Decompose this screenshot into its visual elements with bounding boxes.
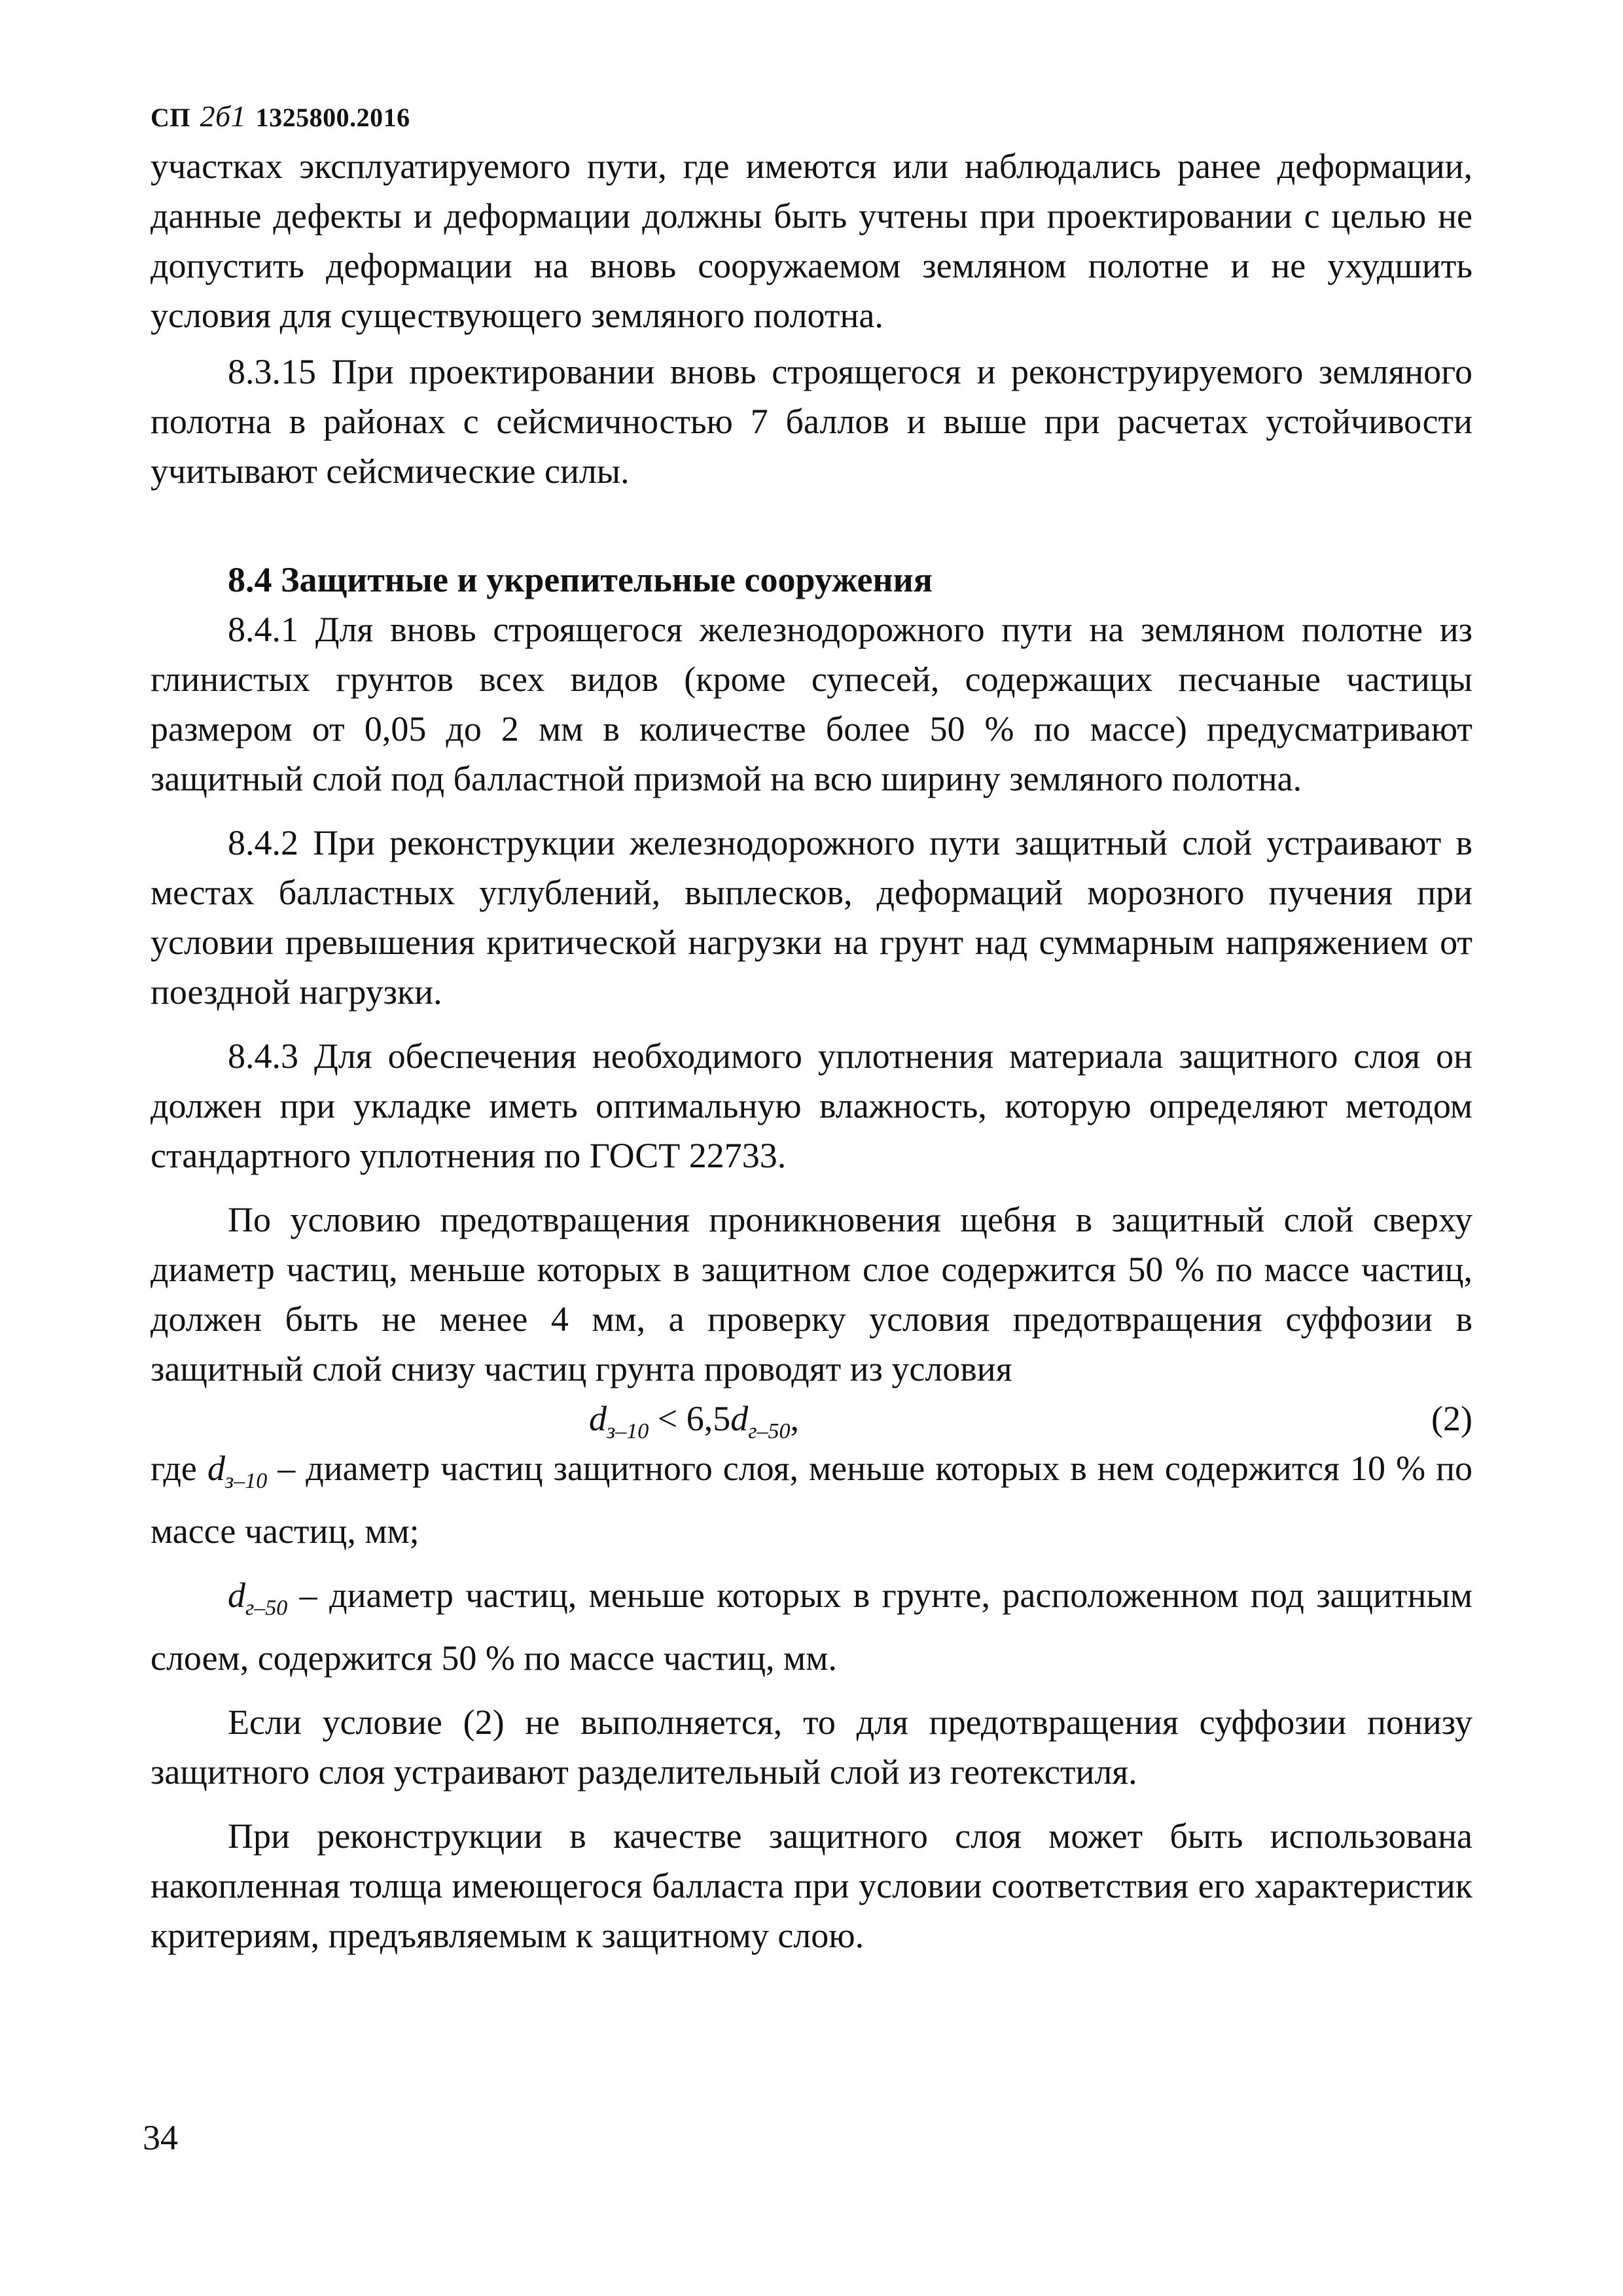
header-code: 1325800.2016 — [255, 103, 410, 132]
paragraph-8-4-1: 8.4.1 Для вновь строящегося железнодорожного пути на земляном полотне из глинистых грунтов всех видов (кроме супесей, содержащих песчаные частицы размером от 0,05 до 2 мм в количестве более 50 % по массе) предусматривают защитный слой под балластной призмой на всю ширину земляного полотна. — [151, 610, 1472, 798]
paragraph-reconstruction-ballast: При реконструкции в качестве защитного слоя может быть использована накопленная толща имеющегося балласта при условии соответствия его характеристик критериям, предъявляемым к защитному слою. — [151, 1816, 1472, 1955]
formula-row — [151, 1394, 1472, 1443]
document-header — [151, 98, 1472, 136]
paragraph-geotextile: Если условие (2) не выполняется, то для предотвращения суффозии понизу защитного слоя устраивают разделительный слой из геотекстиля. — [151, 1702, 1472, 1792]
formula-2: $d_{з-10} < 6,5d_{г-50}$, — [589, 1399, 799, 1443]
definition-d3-10: где $d_{з-10}$ – диаметр частиц защитного слоя, меньше которых в нем содержится 10 % по массе частиц, мм; — [151, 1449, 1472, 1551]
paragraph-continuation: участках эксплуатируемого пути, где имеются или наблюдались ранее деформации, данные дефекты и деформации должны быть учтены при проектировании с целью не допустить деформации на вновь сооружаемом земляном полотне и не ухудшить условия для существующего земляного полотна. — [151, 147, 1472, 335]
header-prefix: СП — [151, 103, 190, 132]
paragraph-8-4-3: 8.4.3 Для обеспечения необходимого уплотнения материала защитного слоя он должен при укладке иметь оптимальную влажность, которую определяют методом стандартного уплотнения по ГОСТ 22733. — [151, 1036, 1472, 1175]
paragraph-8-3-15: 8.3.15 При проектировании вновь строящегося и реконструируемого земляного полотна в районах с сейсмичностью 7 баллов и выше при расчетах устойчивости учитывают сейсмические силы. — [151, 352, 1472, 491]
paragraph-8-4-2: 8.4.2 При реконструкции железнодорожного пути защитный слой устраивают в местах балластных углублений, выплесков, деформаций морозного пучения при условии превышения критической нагрузки на грунт над суммарным напряжением от поездной нагрузки. — [151, 823, 1472, 1012]
handwritten-number: 2б1 — [200, 99, 247, 133]
definition-dg-50: $d_{г-50}$ – диаметр частиц, меньше которых в грунте, расположенном под защитным слоем, содержится 50 % по массе частиц, мм. — [151, 1575, 1472, 1678]
document-page — [151, 98, 1472, 1960]
section-heading-8-4: 8.4 Защитные и укрепительные сооружения — [228, 560, 933, 599]
formula-number: (2) — [1431, 1399, 1472, 1438]
paragraph-suffosion-condition: По условию предотвращения проникновения щебня в защитный слой сверху диаметр частиц, меньше которых в защитном слое содержится 50 % по массе частиц, должен быть не менее 4 мм, а проверку условия предотвращения суффозии в защитный слой снизу частиц грунта проводят из условия — [151, 1200, 1472, 1388]
page-number: 34 — [143, 2118, 178, 2157]
